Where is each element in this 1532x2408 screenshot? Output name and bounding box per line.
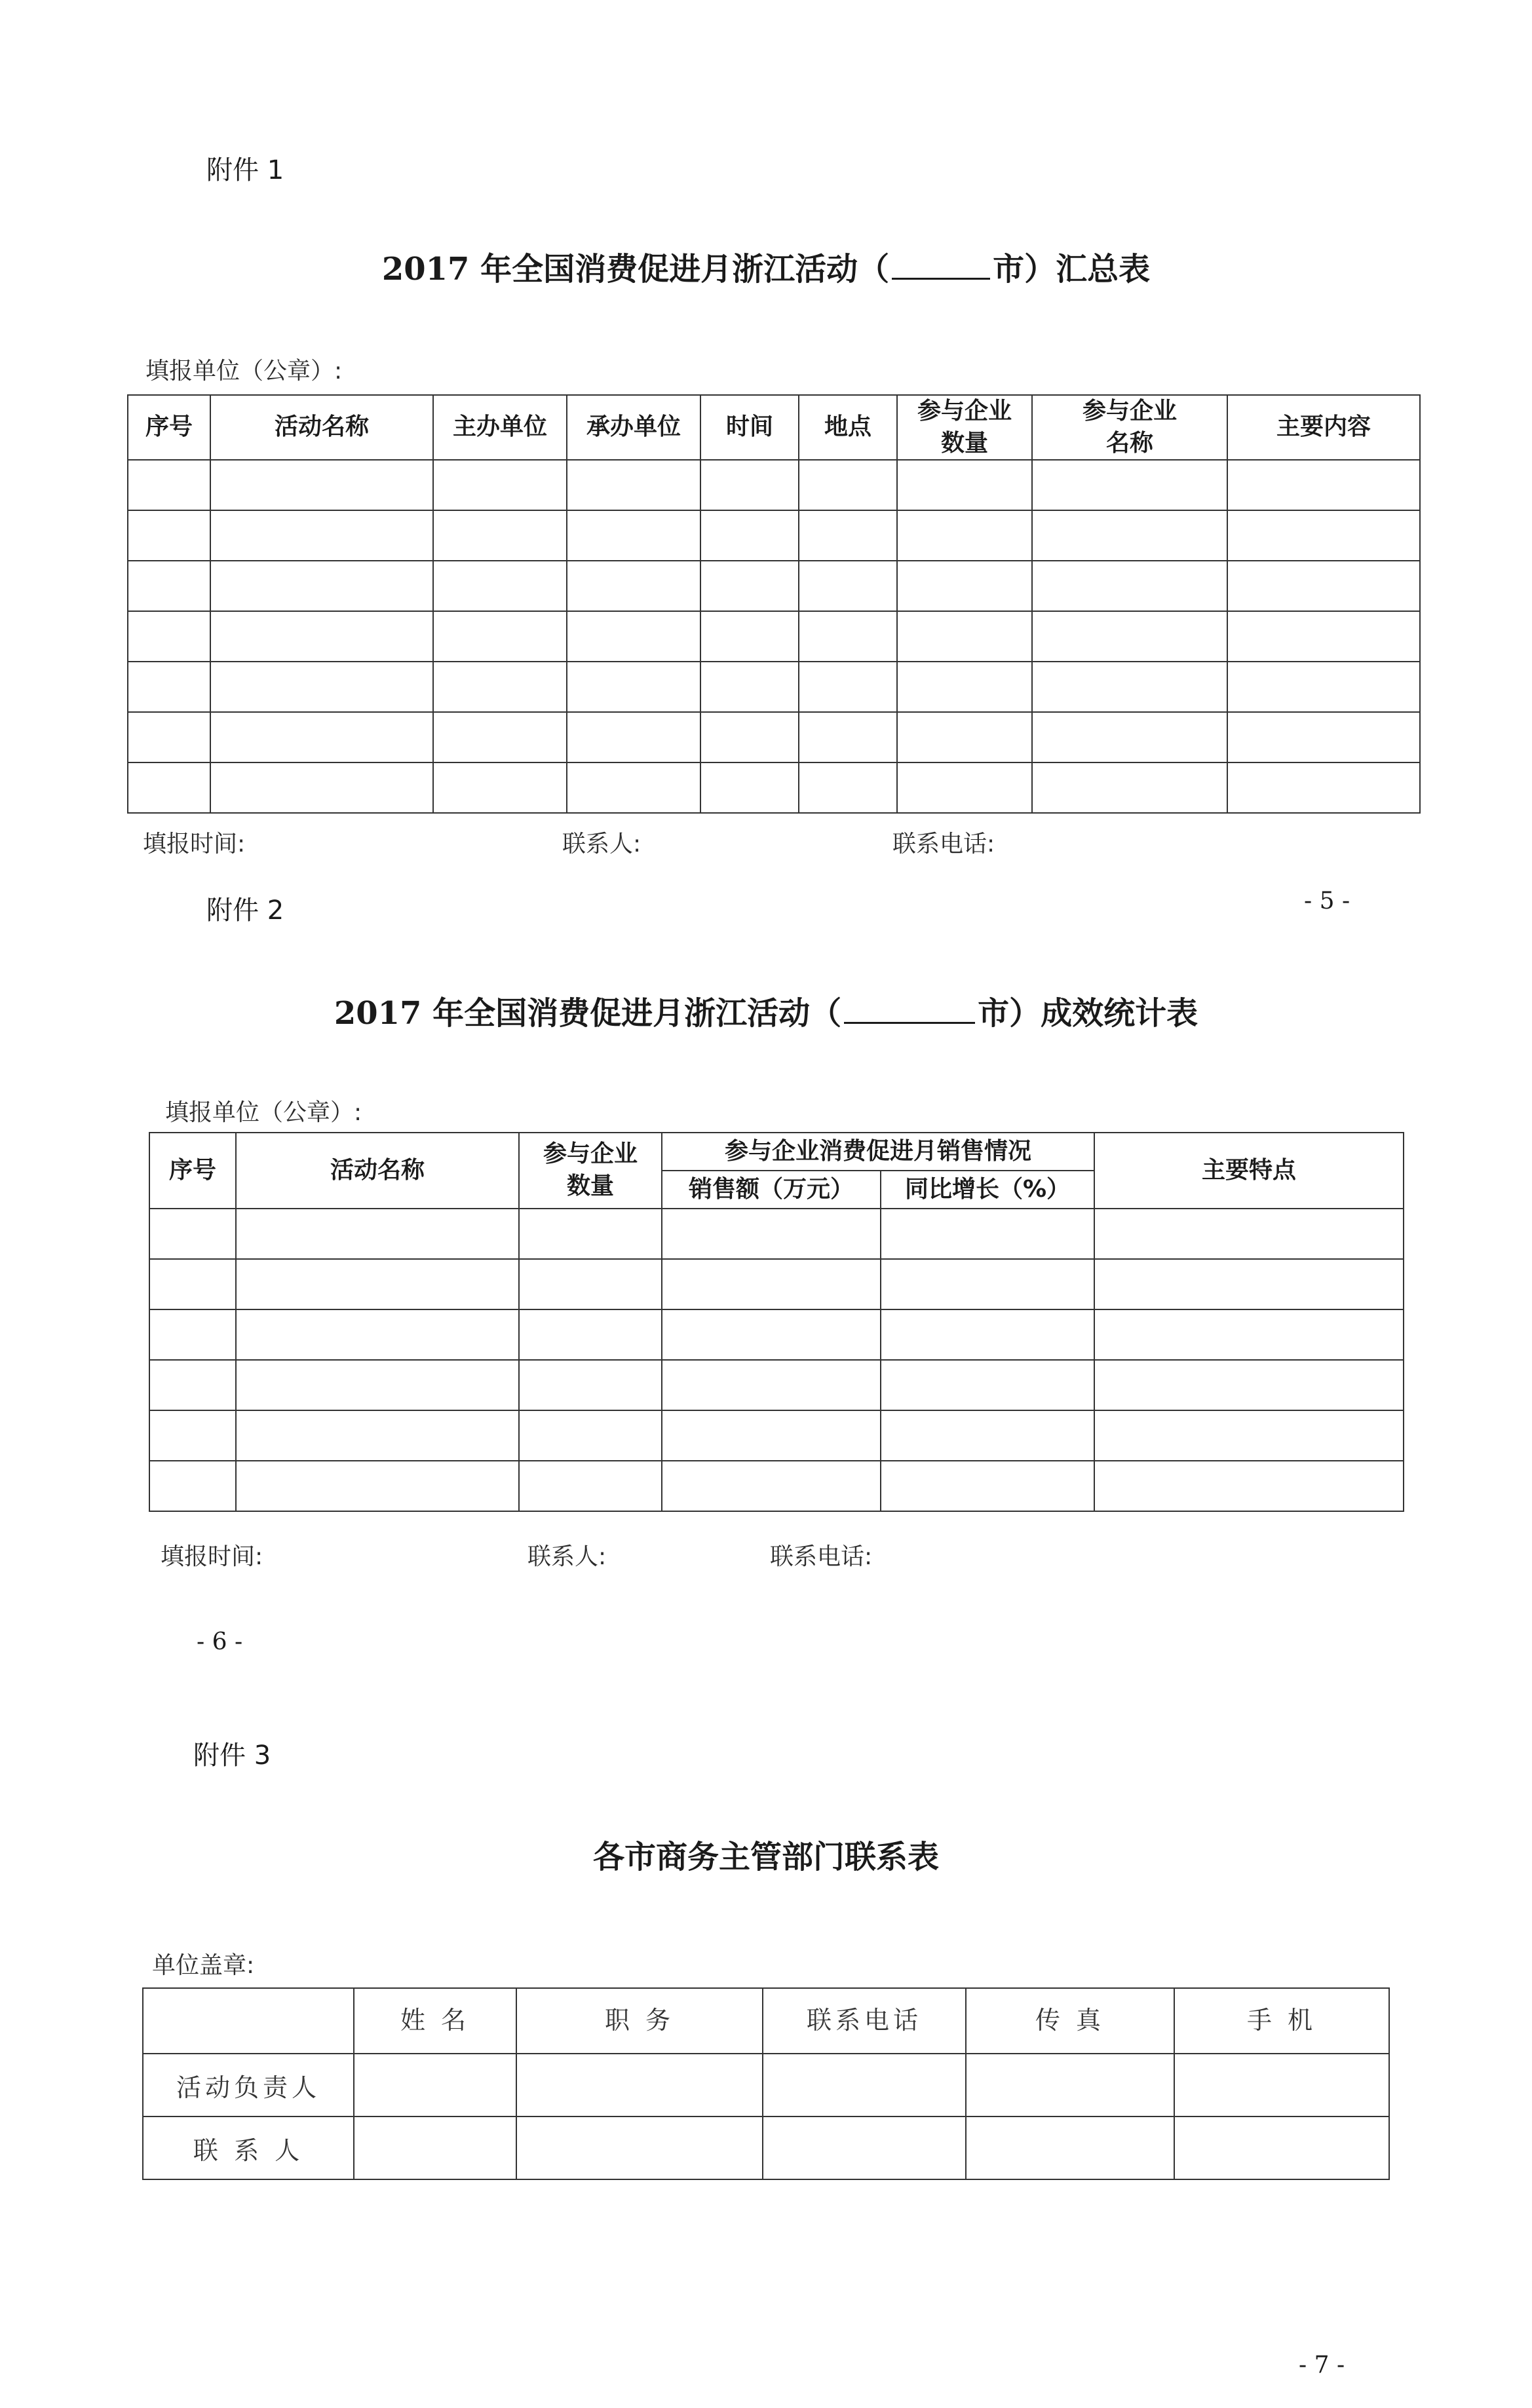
header-features: 主要特点 — [1094, 1133, 1404, 1209]
table-cell[interactable] — [1094, 1360, 1404, 1410]
table-cell[interactable] — [128, 561, 210, 611]
table-cell[interactable] — [149, 1259, 236, 1309]
table-cell[interactable] — [700, 561, 799, 611]
annex3-title: 各市商务主管部门联系表 — [592, 1839, 939, 1875]
table-row — [128, 561, 1420, 611]
annex1-title: 2017 年全国消费促进月浙江活动（ 市）汇总表 — [0, 244, 1532, 289]
table-cell[interactable] — [128, 611, 210, 662]
table-cell[interactable] — [128, 662, 210, 712]
annex1-header-5: 地点 — [799, 395, 897, 460]
table-cell[interactable] — [881, 1259, 1094, 1309]
table-row — [149, 1259, 1404, 1309]
table-cell[interactable] — [1032, 712, 1227, 762]
table-cell[interactable] — [1032, 460, 1227, 510]
annex2-results-table — [149, 1132, 1404, 1512]
annex1-summary-table — [127, 394, 1421, 814]
annex1-fill-time: 填报时间: — [143, 831, 246, 857]
table-cell[interactable] — [799, 611, 897, 662]
table-cell[interactable] — [567, 762, 700, 813]
header-activity-name: 活动名称 — [236, 1133, 519, 1209]
table-cell[interactable] — [567, 712, 700, 762]
table-cell[interactable] — [354, 2116, 516, 2179]
table-cell[interactable] — [1227, 460, 1420, 510]
header-sales-amount: 销售额（万元） — [662, 1171, 881, 1209]
table-cell[interactable] — [433, 611, 567, 662]
table-cell[interactable] — [149, 1360, 236, 1410]
table-cell[interactable] — [763, 2054, 966, 2116]
annex3-contact-table — [142, 1987, 1390, 2180]
table-cell[interactable] — [1094, 1259, 1404, 1309]
table-cell[interactable] — [966, 2054, 1174, 2116]
table-cell[interactable] — [433, 762, 567, 813]
table-row — [128, 611, 1420, 662]
table-cell[interactable] — [149, 1309, 236, 1360]
table-cell[interactable] — [210, 561, 433, 611]
table-cell[interactable] — [799, 561, 897, 611]
page-number-5: - 5 - — [1304, 888, 1350, 914]
table-cell[interactable] — [519, 1259, 662, 1309]
table-cell[interactable] — [1227, 611, 1420, 662]
annex3-label: 附件 3 — [193, 1740, 271, 1771]
table-cell[interactable] — [700, 510, 799, 561]
city-blank — [892, 249, 990, 280]
table-cell[interactable] — [519, 1410, 662, 1461]
table-cell[interactable] — [700, 762, 799, 813]
table-cell[interactable] — [897, 611, 1032, 662]
table-cell[interactable] — [433, 662, 567, 712]
table-row — [128, 762, 1420, 813]
annex2-fill-time: 填报时间: — [161, 1543, 263, 1570]
table-cell[interactable] — [799, 762, 897, 813]
table-cell[interactable] — [567, 510, 700, 561]
header-seq: 序号 — [149, 1133, 236, 1209]
annex2-title: 2017 年全国消费促进月浙江活动（ 市）成效统计表 — [0, 988, 1532, 1033]
table-cell[interactable] — [236, 1309, 519, 1360]
table-cell[interactable] — [662, 1461, 881, 1511]
table-cell[interactable] — [236, 1209, 519, 1259]
table-cell[interactable] — [1094, 1309, 1404, 1360]
table-cell[interactable] — [433, 561, 567, 611]
annex3-header-0 — [143, 1988, 354, 2054]
table-cell[interactable] — [1032, 762, 1227, 813]
table-cell[interactable] — [210, 712, 433, 762]
row-label: 活动负责人 — [143, 2054, 354, 2116]
table-cell[interactable] — [1094, 1209, 1404, 1259]
table-row — [128, 460, 1420, 510]
table-cell[interactable] — [966, 2116, 1174, 2179]
table-row — [128, 712, 1420, 762]
table-cell[interactable] — [567, 662, 700, 712]
annex2-phone: 联系电话: — [770, 1543, 873, 1570]
table-cell[interactable] — [763, 2116, 966, 2179]
table-cell[interactable] — [897, 460, 1032, 510]
table-cell[interactable] — [881, 1209, 1094, 1259]
annex1-label: 附件 1 — [206, 155, 284, 185]
table-cell[interactable] — [149, 1410, 236, 1461]
table-cell[interactable] — [799, 510, 897, 561]
table-row — [149, 1360, 1404, 1410]
annex1-header-2: 主办单位 — [433, 395, 567, 460]
table-cell[interactable] — [700, 662, 799, 712]
annex1-header-7: 参与企业 名称 — [1032, 395, 1227, 460]
table-row — [149, 1209, 1404, 1259]
table-cell[interactable] — [128, 510, 210, 561]
table-cell[interactable] — [1174, 2116, 1389, 2179]
table-row — [149, 1410, 1404, 1461]
annex3-header-5: 手 机 — [1174, 1988, 1389, 2054]
table-cell[interactable] — [128, 762, 210, 813]
annex3-header-1: 姓 名 — [354, 1988, 516, 2054]
table-cell[interactable] — [567, 561, 700, 611]
table-cell[interactable] — [897, 561, 1032, 611]
table-cell[interactable] — [881, 1410, 1094, 1461]
table-cell[interactable] — [700, 712, 799, 762]
city-blank — [844, 993, 975, 1024]
table-cell[interactable] — [1227, 762, 1420, 813]
table-cell[interactable] — [567, 611, 700, 662]
table-cell[interactable] — [897, 662, 1032, 712]
page-number-7: - 7 - — [1299, 2352, 1345, 2379]
header-enterprise-count: 参与企业 数量 — [519, 1133, 662, 1209]
table-cell[interactable] — [1032, 561, 1227, 611]
table-cell[interactable] — [149, 1209, 236, 1259]
table-cell[interactable] — [1094, 1461, 1404, 1511]
annex2-unit-label: 填报单位（公章）: — [165, 1099, 362, 1126]
table-cell[interactable] — [210, 460, 433, 510]
table-cell[interactable] — [433, 510, 567, 561]
table-cell[interactable] — [897, 510, 1032, 561]
table-cell[interactable] — [519, 1309, 662, 1360]
table-cell[interactable] — [1227, 561, 1420, 611]
table-cell[interactable] — [662, 1309, 881, 1360]
page-number-6: - 6 - — [197, 1628, 243, 1655]
annex1-header-3: 承办单位 — [567, 395, 700, 460]
table-row — [149, 1309, 1404, 1360]
table-cell[interactable] — [881, 1360, 1094, 1410]
table-row — [143, 2054, 1389, 2116]
annex1-header-8: 主要内容 — [1227, 395, 1420, 460]
table-cell[interactable] — [1227, 510, 1420, 561]
annex1-header-6: 参与企业 数量 — [897, 395, 1032, 460]
annex1-unit-label: 填报单位（公章）: — [145, 358, 343, 385]
table-cell[interactable] — [210, 510, 433, 561]
table-cell[interactable] — [662, 1259, 881, 1309]
table-row — [128, 510, 1420, 561]
table-cell[interactable] — [700, 611, 799, 662]
table-cell[interactable] — [519, 1461, 662, 1511]
table-cell[interactable] — [1032, 611, 1227, 662]
table-cell[interactable] — [1032, 662, 1227, 712]
table-cell[interactable] — [881, 1309, 1094, 1360]
table-cell[interactable] — [881, 1461, 1094, 1511]
annex1-contact: 联系人: — [562, 831, 642, 857]
table-cell[interactable] — [799, 460, 897, 510]
table-cell[interactable] — [897, 712, 1032, 762]
table-cell[interactable] — [128, 712, 210, 762]
row-label: 联 系 人 — [143, 2116, 354, 2179]
table-cell[interactable] — [210, 662, 433, 712]
table-cell[interactable] — [128, 460, 210, 510]
table-cell[interactable] — [1174, 2054, 1389, 2116]
annex2-contact: 联系人: — [527, 1543, 607, 1570]
table-cell[interactable] — [1032, 510, 1227, 561]
table-row — [143, 2116, 1389, 2179]
table-cell[interactable] — [236, 1461, 519, 1511]
table-cell[interactable] — [519, 1209, 662, 1259]
table-cell[interactable] — [516, 2054, 763, 2116]
annex1-header-4: 时间 — [700, 395, 799, 460]
table-cell[interactable] — [1094, 1410, 1404, 1461]
annex3-header-2: 职 务 — [516, 1988, 763, 2054]
table-cell[interactable] — [799, 662, 897, 712]
table-cell[interactable] — [354, 2054, 516, 2116]
table-cell[interactable] — [210, 611, 433, 662]
table-cell[interactable] — [1227, 712, 1420, 762]
table-cell[interactable] — [700, 460, 799, 510]
table-row — [128, 662, 1420, 712]
header-sales-group: 参与企业消费促进月销售情况 — [662, 1133, 1094, 1171]
header-growth: 同比增长（%） — [881, 1171, 1094, 1209]
annex1-header-0: 序号 — [128, 395, 210, 460]
table-cell[interactable] — [662, 1360, 881, 1410]
table-cell[interactable] — [433, 460, 567, 510]
table-cell[interactable] — [897, 762, 1032, 813]
table-cell[interactable] — [149, 1461, 236, 1511]
table-cell[interactable] — [567, 460, 700, 510]
annex3-header-4: 传 真 — [966, 1988, 1174, 2054]
table-cell[interactable] — [1227, 662, 1420, 712]
table-cell[interactable] — [799, 712, 897, 762]
table-cell[interactable] — [433, 712, 567, 762]
table-cell[interactable] — [519, 1360, 662, 1410]
table-cell[interactable] — [516, 2116, 763, 2179]
annex2-label: 附件 2 — [206, 895, 284, 926]
table-cell[interactable] — [236, 1410, 519, 1461]
table-cell[interactable] — [210, 762, 433, 813]
annex3-seal-label: 单位盖章: — [152, 1952, 255, 1979]
table-cell[interactable] — [662, 1410, 881, 1461]
table-cell[interactable] — [236, 1259, 519, 1309]
table-cell[interactable] — [236, 1360, 519, 1410]
annex1-phone: 联系电话: — [892, 831, 995, 857]
annex1-header-1: 活动名称 — [210, 395, 433, 460]
annex3-header-3: 联系电话 — [763, 1988, 966, 2054]
table-row — [149, 1461, 1404, 1511]
table-cell[interactable] — [662, 1209, 881, 1259]
